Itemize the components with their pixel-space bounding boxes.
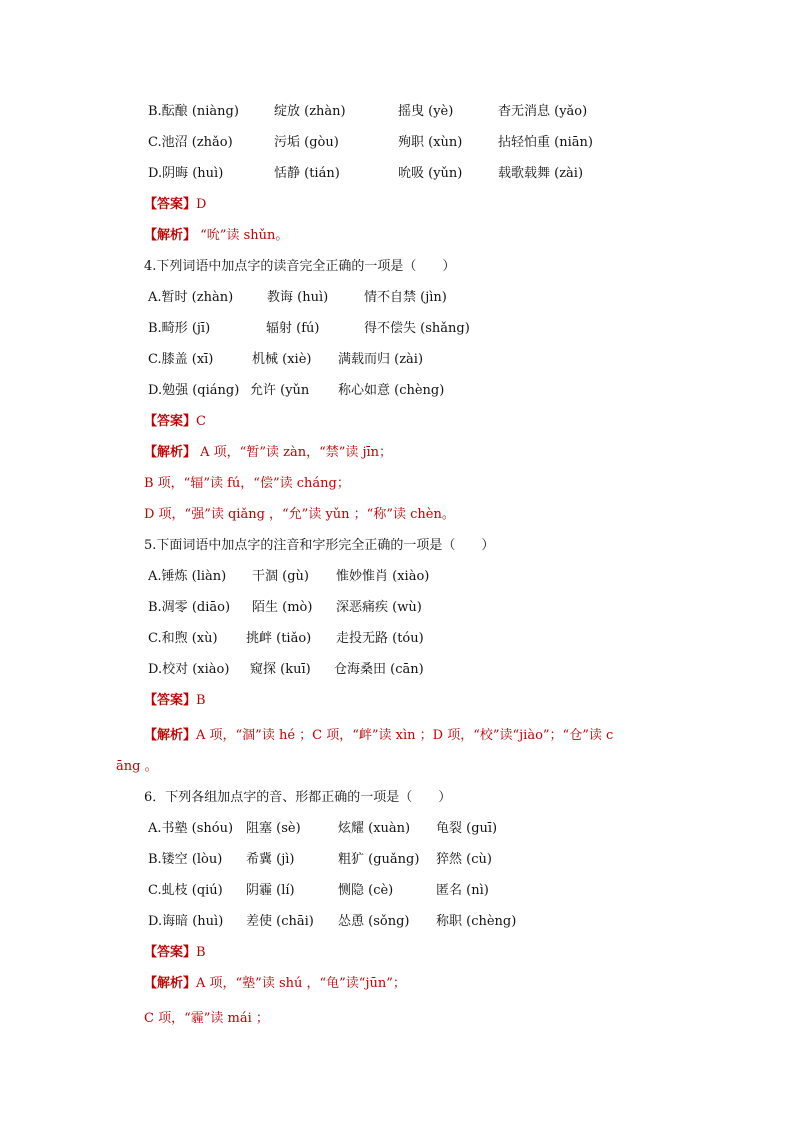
q4-option-b-1: B.畸形 (jī): [148, 321, 211, 336]
analysis-label: 【解析】: [144, 976, 197, 991]
q3-option-d-3: 吮吸 (yǔn): [398, 166, 463, 181]
q3-option-c-2: 污垢 (gòu): [274, 135, 339, 150]
q6-option-a-1: A.书塾 (shóu): [148, 821, 234, 836]
q5-option-c-1: C.和煦 (xù): [148, 631, 218, 646]
q5-option-d-3: 仓海桑田 (cān): [334, 662, 424, 677]
q6-answer: [144, 944, 206, 962]
q4-option-c-1: C.膝盖 (xī): [148, 352, 214, 367]
q4-analysis-3: D 项，“强”读 qiǎng ，“允”读 yǔn ；“称”读 chèn。: [144, 507, 455, 522]
q6-option-c-2: 阴霾 (lí): [246, 883, 295, 898]
q3-option-d-2: 恬静 (tián): [274, 166, 340, 181]
q4-option-d-3: 称心如意 (chèng): [338, 383, 445, 398]
analysis-text: “吮”读 shǔn。: [200, 228, 289, 243]
q6-analysis: [144, 975, 406, 993]
q6-option-a-2: 阻塞 (sè): [246, 821, 301, 836]
q4-analysis-2: B 项，“辐”读 fú，“偿”读 cháng；: [144, 476, 350, 491]
q5-option-c-2: 挑衅 (tiǎo): [246, 631, 312, 646]
answer-label: 【答案】: [144, 945, 197, 960]
q3-option-c-3: 殉职 (xùn): [398, 135, 463, 150]
q5-option-d-2: 窥探 (kuī): [250, 662, 311, 677]
q6-option-b-1: B.镂空 (lòu): [148, 852, 223, 867]
q6-option-a-4: 龟裂 (guī): [436, 821, 498, 836]
q6-option-d-3: 怂恿 (sǒng): [338, 914, 410, 929]
q4-option-b-2: 辐射 (fú): [266, 321, 320, 336]
answer-value: B: [196, 693, 206, 708]
q3-analysis: [144, 227, 288, 245]
answer-label: 【答案】: [144, 414, 197, 429]
q3-option-c-4: 拈轻怕重 (niān): [498, 135, 593, 150]
analysis-text-1: A 项，“塾”读 shú ，“龟”读“jūn”；: [196, 976, 406, 991]
q6-analysis-2: C 项，“霾”读 mái ；: [144, 1011, 269, 1026]
answer-value: D: [196, 197, 207, 212]
q4-option-d-2: 允许 (yǔn: [250, 383, 310, 398]
q6-option-b-4: 猝然 (cù): [436, 852, 492, 867]
answer-label: 【答案】: [144, 197, 197, 212]
q4-option-d-1: D.勉强 (qiáng): [148, 383, 240, 398]
q3-option-b-2: 绽放 (zhàn): [274, 104, 346, 119]
analysis-text-1: A 项，“涸”读 hé ；C 项，“衅”读 xìn ；D 项，“校”读“jiào”；“仓”读 c: [196, 728, 614, 743]
q6-option-c-3: 恻隐 (cè): [338, 883, 394, 898]
q5-answer: [144, 692, 206, 710]
q5-option-b-3: 深恶痛疾 (wù): [336, 600, 422, 615]
q5-analysis-2: āng 。: [116, 759, 158, 774]
q5-option-a-3: 惟妙惟肖 (xiào): [336, 569, 430, 584]
q5-option-b-2: 陌生 (mò): [252, 600, 313, 615]
q6-option-d-2: 差使 (chāi): [246, 914, 314, 929]
q5-option-d-1: D.校对 (xiào): [148, 662, 230, 677]
q6-option-a-3: 炫耀 (xuàn): [338, 821, 411, 836]
q3-option-b-4: 杳无消息 (yǎo): [498, 104, 588, 119]
q4-option-a-1: A.暂时 (zhàn): [148, 290, 234, 305]
q3-answer: [144, 196, 206, 214]
q6-option-c-1: C.虬枝 (qiú): [148, 883, 223, 898]
q6-option-c-4: 匿名 (nì): [436, 883, 489, 898]
q4-stem: 4.下列词语中加点字的读音完全正确的一项是（ ）: [144, 259, 456, 274]
q5-option-b-1: B.凋零 (diāo): [148, 600, 231, 615]
q4-option-a-3: 情不自禁 (jìn): [364, 290, 447, 305]
q6-option-b-2: 希冀 (jì): [246, 852, 295, 867]
q6-option-b-3: 粗犷 (guǎng): [338, 852, 420, 867]
q3-option-b-1: B.酝酿 (niàng): [148, 104, 239, 119]
q5-option-c-3: 走投无路 (tóu): [336, 631, 424, 646]
q5-analysis: [144, 727, 613, 745]
q4-option-a-2: 教诲 (huì): [267, 290, 329, 305]
q5-stem: 5.下面词语中加点字的注音和字形完全正确的一项是（ ）: [144, 538, 495, 553]
q4-option-c-3: 满载而归 (zài): [338, 352, 424, 367]
answer-label: 【答案】: [144, 693, 197, 708]
q6-option-d-1: D.诲暗 (huì): [148, 914, 224, 929]
q4-answer: [144, 413, 206, 431]
q5-option-a-2: 干涸 (gù): [252, 569, 309, 584]
q6-option-d-4: 称职 (chèng): [436, 914, 517, 929]
analysis-text-1: A 项，“暂”读 zàn，“禁”读 jīn；: [200, 445, 393, 460]
q3-option-c-1: C.池沼 (zhǎo): [148, 135, 233, 150]
analysis-label: 【解析】: [144, 228, 197, 243]
answer-value: C: [196, 414, 206, 429]
analysis-label: 【解析】: [144, 728, 197, 743]
q5-option-a-1: A.锤炼 (liàn): [148, 569, 227, 584]
q4-option-b-3: 得不偿失 (shǎng): [364, 321, 470, 336]
q6-stem: 6．下列各组加点字的音、形都正确的一项是（ ）: [144, 790, 452, 805]
q4-option-c-2: 机械 (xiè): [252, 352, 312, 367]
q3-option-d-4: 载歌载舞 (zài): [498, 166, 584, 181]
q3-option-b-3: 摇曳 (yè): [398, 104, 454, 119]
answer-value: B: [196, 945, 206, 960]
q4-analysis: [144, 444, 392, 462]
q3-option-d-1: D.阴晦 (huì): [148, 166, 224, 181]
analysis-label: 【解析】: [144, 445, 197, 460]
